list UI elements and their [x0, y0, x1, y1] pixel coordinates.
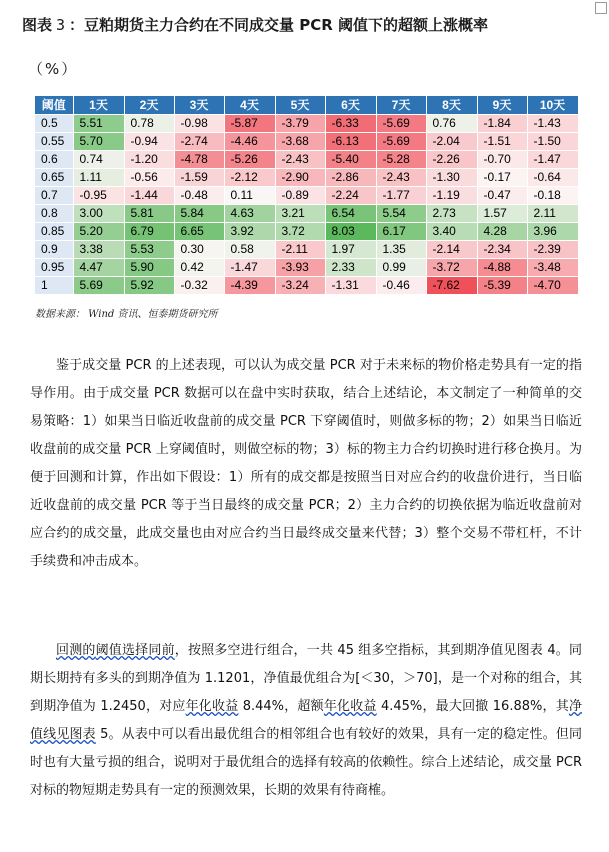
table-body [35, 114, 578, 294]
threshold-cell: 0.95 [35, 258, 73, 276]
value-cell: -7.62 [426, 276, 477, 294]
value-cell: -1.20 [124, 150, 174, 168]
value-cell: 5.51 [73, 114, 124, 132]
value-cell: 5.53 [124, 240, 174, 258]
para2-underline-1: 阈值选择同前 [95, 643, 175, 658]
value-cell: 0.30 [174, 240, 224, 258]
para2-text-1: 回测的 [56, 643, 96, 658]
table-row [35, 132, 578, 150]
value-cell: -2.39 [527, 240, 578, 258]
value-cell: -1.30 [426, 168, 477, 186]
para2-text-3: 8.44%，超额 [238, 699, 324, 714]
value-cell: -1.50 [527, 132, 578, 150]
value-cell: 0.78 [124, 114, 174, 132]
value-cell: 3.96 [527, 222, 578, 240]
column-header: 阈值 [35, 96, 73, 114]
figure-title-prefix: 图表 [22, 16, 53, 34]
column-header: 9天 [477, 96, 527, 114]
value-cell: -5.26 [224, 150, 275, 168]
table-row [35, 186, 578, 204]
table-header-row [35, 96, 578, 114]
value-cell: 6.17 [376, 222, 426, 240]
table-row [35, 114, 578, 132]
value-cell: 0.99 [376, 258, 426, 276]
value-cell: 6.79 [124, 222, 174, 240]
threshold-cell: 0.5 [35, 114, 73, 132]
para2-text-4: 4.45%，最大回撤 16.88%，其 [376, 699, 569, 714]
para2-underline-3: 年化收益 [323, 699, 377, 714]
data-source-note: 数据来源： Wind 资讯、恒泰期货研究所 [35, 309, 218, 320]
value-cell: -3.68 [275, 132, 325, 150]
value-cell: -2.86 [325, 168, 376, 186]
value-cell: -3.24 [275, 276, 325, 294]
column-header: 6天 [325, 96, 376, 114]
value-cell: -0.70 [477, 150, 527, 168]
value-cell: 3.40 [426, 222, 477, 240]
value-cell: 8.03 [325, 222, 376, 240]
column-header: 10天 [527, 96, 578, 114]
value-cell: 5.84 [174, 204, 224, 222]
value-cell: -2.04 [426, 132, 477, 150]
column-header: 1天 [73, 96, 124, 114]
figure-title-text: ：豆粕期货主力合约在不同成交量 PCR 阈值下的超额上涨概率 [69, 16, 489, 34]
value-cell: -3.79 [275, 114, 325, 132]
value-cell: 5.81 [124, 204, 174, 222]
threshold-cell: 0.6 [35, 150, 73, 168]
value-cell: 1.35 [376, 240, 426, 258]
value-cell: 0.42 [174, 258, 224, 276]
value-cell: 3.21 [275, 204, 325, 222]
column-header: 4天 [224, 96, 275, 114]
value-cell: -5.39 [477, 276, 527, 294]
threshold-cell: 0.85 [35, 222, 73, 240]
table-row [35, 204, 578, 222]
column-header: 8天 [426, 96, 477, 114]
value-cell: -0.56 [124, 168, 174, 186]
value-cell: -5.28 [376, 150, 426, 168]
column-header: 5天 [275, 96, 325, 114]
value-cell: -2.43 [376, 168, 426, 186]
value-cell: -0.95 [73, 186, 124, 204]
value-cell: -0.89 [275, 186, 325, 204]
value-cell: -0.64 [527, 168, 578, 186]
value-cell: -0.47 [477, 186, 527, 204]
value-cell: 0.11 [224, 186, 275, 204]
para2-text-2: ，按照多空进行组合，一共 45 组多空指标，其到期净值见图表 4。同期长期持有多头的到期净值为 1.1201，净值最优组合为[＜30，＞70]，是一个对称的组合，其到期净值为 1.2450，对应 [30, 643, 582, 714]
body-paragraph-2 [30, 637, 582, 805]
value-cell: -0.98 [174, 114, 224, 132]
value-cell: 2.73 [426, 204, 477, 222]
value-cell: -2.11 [275, 240, 325, 258]
value-cell: -1.77 [376, 186, 426, 204]
threshold-cell: 0.65 [35, 168, 73, 186]
value-cell: 1.57 [477, 204, 527, 222]
para2-underline-2: 年化收益 [185, 699, 239, 714]
threshold-cell: 0.9 [35, 240, 73, 258]
value-cell: 5.69 [73, 276, 124, 294]
value-cell: 1.97 [325, 240, 376, 258]
value-cell: 4.63 [224, 204, 275, 222]
figure-title [22, 14, 597, 36]
figure-unit: （%） [28, 60, 79, 78]
value-cell: -1.44 [124, 186, 174, 204]
table-row [35, 240, 578, 258]
value-cell: -2.24 [325, 186, 376, 204]
value-cell: -0.32 [174, 276, 224, 294]
value-cell: 4.28 [477, 222, 527, 240]
value-cell: -5.69 [376, 114, 426, 132]
para2-underline-4: 净值线见图表 [30, 699, 582, 742]
value-cell: -2.14 [426, 240, 477, 258]
value-cell: -2.26 [426, 150, 477, 168]
value-cell: -4.88 [477, 258, 527, 276]
value-cell: -0.18 [527, 186, 578, 204]
value-cell: -5.69 [376, 132, 426, 150]
value-cell: -1.19 [426, 186, 477, 204]
column-header: 3天 [174, 96, 224, 114]
value-cell: 4.47 [73, 258, 124, 276]
value-cell: 2.11 [527, 204, 578, 222]
para2-text-5: 5。从表中可以看出最优组合的相邻组合也有较好的效果，具有一定的稳定性。但同时也有大量亏损的组合，说明对于最优组合的选择有较高的依赖性。综合上述结论，成交量 PCR 对标的物短期走势具有一定的预测效果，长期的效果有待商榷。 [30, 727, 582, 798]
value-cell: 0.76 [426, 114, 477, 132]
table-row [35, 222, 578, 240]
value-cell: 0.74 [73, 150, 124, 168]
column-header: 2天 [124, 96, 174, 114]
table-row [35, 150, 578, 168]
value-cell: 5.92 [124, 276, 174, 294]
body-paragraph-1: 鉴于成交量 PCR 的上述表现，可以认为成交量 PCR 对于未来标的物价格走势具有一定的指导作用。由于成交量 PCR 数据可以在盘中实时获取，结合上述结论，本文制定了一种简单的交易策略：1）如果当日临近收盘前的成交量 PCR 下穿阈值时，则做多标的物；2）如果当日临近收盘前的成交量 PCR 上穿阈值时，则做空标的物；3）标的物主力合约切换时进行移仓换月。为便于回测和计算，作出如下假设：1）所有的成交都是按照当日对应合约的收盘价进行，当日临近收盘前的成交量 PCR 等于当日最终的成交量 PCR；2）主力合约的切换依据为临近收盘前对应合约的成交量，此成交量也由对应合约当日最终成交量来代替；3）整个交易不带杠杆，不计手续费和冲击成本。 [30, 358, 582, 569]
value-cell: -5.87 [224, 114, 275, 132]
value-cell: -4.39 [224, 276, 275, 294]
value-cell: 5.70 [73, 132, 124, 150]
value-cell: -6.13 [325, 132, 376, 150]
value-cell: -4.78 [174, 150, 224, 168]
value-cell: 5.20 [73, 222, 124, 240]
threshold-cell: 1 [35, 276, 73, 294]
value-cell: -3.72 [426, 258, 477, 276]
threshold-cell: 0.7 [35, 186, 73, 204]
value-cell: -4.70 [527, 276, 578, 294]
value-cell: 3.38 [73, 240, 124, 258]
value-cell: -5.40 [325, 150, 376, 168]
value-cell: -1.43 [527, 114, 578, 132]
value-cell: -0.94 [124, 132, 174, 150]
value-cell: 3.00 [73, 204, 124, 222]
value-cell: 5.90 [124, 258, 174, 276]
value-cell: -0.17 [477, 168, 527, 186]
value-cell: 6.65 [174, 222, 224, 240]
value-cell: 0.58 [224, 240, 275, 258]
figure-title-number: 3 [56, 16, 66, 34]
value-cell: -1.59 [174, 168, 224, 186]
value-cell: -2.74 [174, 132, 224, 150]
threshold-cell: 0.55 [35, 132, 73, 150]
value-cell: -6.33 [325, 114, 376, 132]
value-cell: -1.84 [477, 114, 527, 132]
table-row [35, 168, 578, 186]
value-cell: 3.92 [224, 222, 275, 240]
column-header: 7天 [376, 96, 426, 114]
value-cell: 1.11 [73, 168, 124, 186]
value-cell: -2.90 [275, 168, 325, 186]
value-cell: 2.33 [325, 258, 376, 276]
value-cell: -1.47 [224, 258, 275, 276]
value-cell: 3.72 [275, 222, 325, 240]
table-row [35, 276, 578, 294]
value-cell: -2.43 [275, 150, 325, 168]
value-cell: -1.31 [325, 276, 376, 294]
table-row [35, 258, 578, 276]
value-cell: -0.46 [376, 276, 426, 294]
value-cell: -4.46 [224, 132, 275, 150]
value-cell: -3.48 [527, 258, 578, 276]
window-corner-box [595, 2, 607, 14]
threshold-cell: 0.8 [35, 204, 73, 222]
value-cell: -1.51 [477, 132, 527, 150]
value-cell: -0.48 [174, 186, 224, 204]
value-cell: -1.47 [527, 150, 578, 168]
value-cell: 5.54 [376, 204, 426, 222]
value-cell: -2.34 [477, 240, 527, 258]
probability-table [35, 96, 579, 295]
value-cell: 6.54 [325, 204, 376, 222]
value-cell: -2.12 [224, 168, 275, 186]
value-cell: -3.93 [275, 258, 325, 276]
